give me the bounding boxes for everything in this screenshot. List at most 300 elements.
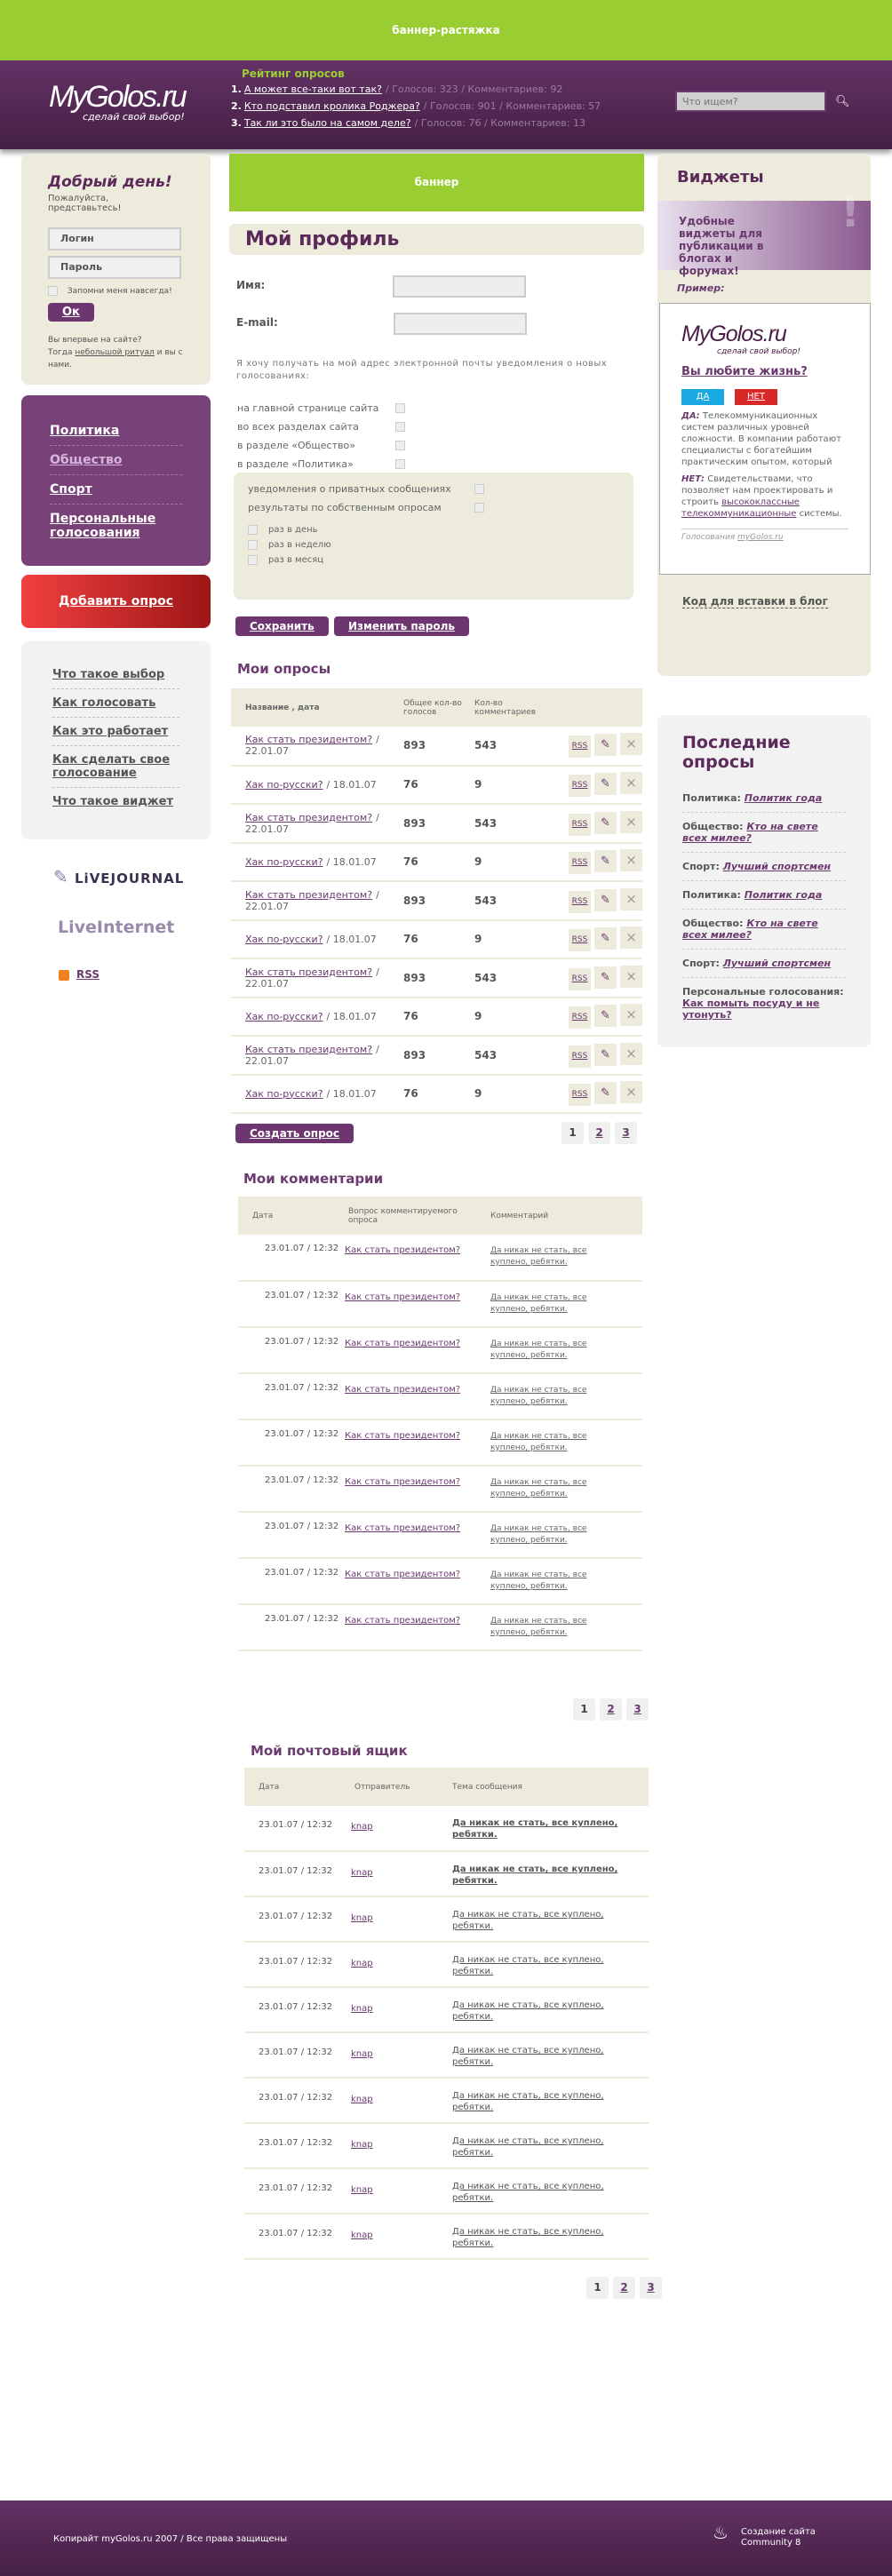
search-input[interactable]: [675, 91, 826, 112]
mail-sender-link[interactable]: knap: [351, 1913, 373, 1923]
edit-icon[interactable]: ✎: [594, 927, 617, 950]
rss-link[interactable]: RSS: [76, 968, 100, 981]
option-label: в разделе «Общество»: [237, 440, 355, 451]
poll-link[interactable]: Хак по-русски?: [245, 855, 323, 868]
poll-link[interactable]: Как стать президентом?: [245, 966, 373, 978]
last-poll-category: Спорт:: [682, 861, 720, 872]
comment-poll-cell: [345, 1604, 487, 1650]
yes-text: Телекоммуникационных систем различных уровней сложности. В компании работают специалисты с богатейшим практическим опытом, который: [681, 411, 841, 467]
category-society[interactable]: Общество: [50, 446, 182, 475]
mail-subject-link[interactable]: Да никак не стать, все куплено, ребятки.: [452, 2091, 604, 2112]
table-row: [238, 1235, 642, 1281]
edit-icon[interactable]: ✎: [594, 734, 617, 756]
option-label: результаты по собственным опросам: [248, 502, 442, 513]
comment-poll-cell: [345, 1466, 487, 1512]
mail-date: 23.01.07 / 12:32: [244, 1942, 351, 1987]
no-button[interactable]: НЕТ: [735, 389, 777, 405]
last-poll-item: [682, 784, 846, 813]
table-row: [244, 2032, 649, 2078]
comment-poll-link[interactable]: Как стать президентом?: [345, 1339, 461, 1348]
poll-votes: 893: [400, 804, 471, 843]
page-title: Мой профиль: [229, 224, 644, 255]
widget-example: [659, 303, 871, 575]
add-poll-link[interactable]: Добавить опрос: [58, 594, 174, 608]
table-row: [231, 920, 642, 959]
name-input[interactable]: [393, 275, 526, 298]
maker-line-2: Community 8: [741, 2538, 801, 2548]
rating-link[interactable]: Так ли это было на самом деле?: [243, 117, 411, 129]
rss-button[interactable]: RSS: [569, 735, 591, 758]
last-poll-item: [682, 950, 846, 978]
last-poll-link[interactable]: Лучший спортсмен: [722, 861, 832, 872]
poll-comments: 9: [471, 766, 558, 805]
top-banner[interactable]: баннер-растяжка: [0, 0, 892, 60]
edit-icon[interactable]: ✎: [594, 1044, 617, 1066]
comment-poll-link[interactable]: Как стать президентом?: [345, 1616, 461, 1626]
comment-link[interactable]: Да никак не стать, все куплено, ребятки.: [490, 1617, 587, 1637]
col-date: Дата: [252, 1211, 274, 1220]
comment-date: 23.01.07 / 12:32: [238, 1419, 345, 1466]
last-poll-link[interactable]: Кто на свете всех милее?: [682, 918, 818, 941]
search: [675, 91, 850, 112]
mail-sender-cell: [351, 1851, 449, 1896]
poll-date: / 18.01.07: [326, 778, 377, 791]
delete-icon[interactable]: ×: [620, 811, 642, 833]
poll-link[interactable]: Хак по-русски?: [245, 1087, 323, 1100]
table-row: [238, 1558, 642, 1604]
ritual-link[interactable]: небольшой ритуал: [75, 348, 155, 357]
mail-subject-link[interactable]: Да никак не стать, все куплено, ребятки.: [452, 2046, 604, 2067]
last-poll-item: [682, 813, 846, 853]
add-poll-button[interactable]: [21, 575, 211, 628]
mail-subject-cell: [449, 1806, 649, 1851]
poll-link[interactable]: Как стать президентом?: [245, 1043, 373, 1055]
poll-date: / 18.01.07: [326, 855, 377, 868]
my-polls-title: Мои опросы: [237, 661, 331, 677]
password-input[interactable]: Пароль: [48, 256, 181, 279]
mail-sender-link[interactable]: knap: [351, 2230, 373, 2240]
embed-code-link[interactable]: Код для вставки в блог: [682, 595, 828, 608]
edit-icon[interactable]: ✎: [594, 1005, 617, 1027]
table-row: [238, 1327, 642, 1373]
poll-link[interactable]: Как стать президентом?: [245, 811, 373, 823]
mailbox-pagination: [586, 2277, 662, 2299]
mail-date: 23.01.07 / 12:32: [244, 2214, 351, 2259]
comment-poll-link[interactable]: Как стать президентом?: [345, 1245, 461, 1255]
table-row: [231, 958, 642, 998]
change-password-button[interactable]: Изменить пароль: [334, 616, 469, 636]
frequency-checkbox[interactable]: [248, 555, 258, 565]
poll-comments: 543: [471, 727, 558, 766]
mail-sender-link[interactable]: knap: [351, 2185, 373, 2195]
category-menu: [21, 395, 211, 566]
frequency-checkbox[interactable]: [248, 525, 258, 535]
poll-votes: 76: [400, 998, 471, 1037]
page-button[interactable]: 2: [600, 1698, 622, 1721]
comment-link[interactable]: Да никак не стать, все куплено, ребятки.: [490, 1432, 587, 1452]
category-sport[interactable]: Спорт: [50, 475, 182, 505]
table-row: [238, 1512, 642, 1558]
page-button[interactable]: 1: [573, 1698, 595, 1721]
poll-comments: 9: [471, 998, 558, 1037]
delete-icon[interactable]: ×: [620, 926, 642, 949]
rating-number: 1.: [231, 83, 242, 95]
last-poll-category: Спорт:: [682, 958, 720, 969]
help-link[interactable]: Как голосовать: [52, 689, 179, 718]
comment-poll-cell: [345, 1281, 487, 1327]
comment-poll-cell: [345, 1327, 487, 1373]
col-date: Дата: [259, 1782, 280, 1792]
col-comments: Кол-во комментариев: [474, 698, 537, 717]
mail-sender-link[interactable]: knap: [351, 1959, 373, 1968]
rss-button[interactable]: RSS: [569, 929, 591, 951]
comment-poll-cell: [345, 1558, 487, 1604]
poll-date: / 22.01.07: [245, 811, 379, 835]
col-subject: Тема сообщения: [452, 1782, 522, 1792]
comment-date: 23.01.07 / 12:32: [238, 1235, 345, 1281]
email-input[interactable]: [394, 313, 527, 335]
delete-icon[interactable]: ×: [620, 888, 642, 910]
poll-actions: [558, 1036, 642, 1075]
comment-date: 23.01.07 / 12:32: [238, 1466, 345, 1512]
delete-icon[interactable]: ×: [620, 1043, 642, 1065]
rss-button[interactable]: RSS: [569, 852, 591, 874]
mail-sender-cell: [351, 1806, 449, 1851]
mail-subject-link[interactable]: Да никак не стать, все куплено, ребятки.: [452, 2136, 604, 2158]
mail-date: 23.01.07 / 12:32: [244, 2078, 351, 2123]
comment-date: 23.01.07 / 12:32: [238, 1327, 345, 1373]
comment-poll-link[interactable]: Как стать президентом?: [345, 1477, 461, 1487]
mail-sender-link[interactable]: knap: [351, 1868, 373, 1878]
option-checkbox[interactable]: [395, 422, 405, 432]
mail-sender-link[interactable]: knap: [351, 2049, 373, 2059]
poll-actions: [558, 727, 642, 766]
delete-icon[interactable]: ×: [620, 849, 642, 871]
no-link[interactable]: высококлассные телекоммуникационные: [681, 497, 800, 519]
edit-icon[interactable]: ✎: [594, 812, 617, 834]
comment-date: 23.01.07 / 12:32: [238, 1373, 345, 1419]
mail-subject-cell: [449, 1987, 649, 2032]
rss-button[interactable]: RSS: [569, 891, 591, 913]
search-icon[interactable]: 🔍︎: [835, 94, 850, 108]
rating-link[interactable]: Кто подставил кролика Роджера?: [243, 100, 420, 112]
table-row: [231, 998, 642, 1037]
rss-button[interactable]: RSS: [569, 1084, 591, 1106]
last-poll-link[interactable]: Как помыть посуду и не утонуть?: [682, 998, 820, 1021]
page-button[interactable]: 2: [588, 1122, 610, 1144]
widget-question[interactable]: Вы любите жизнь?: [681, 365, 808, 378]
option-checkbox[interactable]: [395, 403, 405, 413]
comment-poll-cell: [345, 1419, 487, 1466]
rating-title: Рейтинг опросов: [242, 68, 345, 80]
mail-sender-cell: [351, 1942, 449, 1987]
option-checkbox[interactable]: [474, 484, 484, 494]
option-checkbox[interactable]: [474, 503, 484, 513]
edit-icon[interactable]: ✎: [594, 889, 617, 911]
poll-votes: 76: [400, 843, 471, 882]
help-link[interactable]: Что такое виджет: [52, 795, 174, 808]
create-poll-button[interactable]: Создать опрос: [235, 1124, 354, 1143]
comment-poll-link[interactable]: Как стать президентом?: [345, 1431, 461, 1441]
rating-number: 3.: [231, 117, 242, 129]
logo-slogan: сделай свой выбор!: [83, 111, 185, 123]
help-link[interactable]: Как это работает: [52, 718, 179, 746]
option-label: на главной странице сайта: [237, 402, 379, 414]
mail-date: 23.01.07 / 12:32: [244, 2032, 351, 2078]
poll-votes: 76: [400, 766, 471, 805]
mailbox-table: [244, 1768, 649, 2260]
poll-cell: [231, 1036, 400, 1075]
comment-text-cell: [487, 1235, 642, 1281]
table-row: [231, 1075, 642, 1114]
poll-link[interactable]: Хак по-русски?: [245, 933, 323, 945]
poll-comments: 543: [471, 804, 558, 843]
page-button[interactable]: 3: [615, 1122, 637, 1144]
livejournal-logo[interactable]: [53, 866, 184, 887]
page-button[interactable]: 2: [613, 2277, 635, 2299]
rss-link-box[interactable]: [59, 968, 100, 981]
save-button[interactable]: Сохранить: [235, 616, 329, 636]
comment-link[interactable]: Да никак не стать, все куплено, ребятки.: [490, 1524, 587, 1545]
footer: [0, 2500, 892, 2576]
page-button[interactable]: 1: [586, 2277, 609, 2299]
rss-button[interactable]: RSS: [569, 1046, 591, 1068]
option-label: во всех разделах сайта: [237, 421, 359, 433]
mail-sender-link[interactable]: knap: [351, 2095, 373, 2104]
polls-table: [231, 688, 642, 1114]
login-subtitle: Пожалуйста, представьтесь!: [48, 194, 122, 213]
last-poll-link[interactable]: Политик года: [744, 792, 823, 804]
page-button[interactable]: 3: [640, 2277, 662, 2299]
yes-button[interactable]: ДА: [681, 389, 724, 405]
table-row: [238, 1373, 642, 1419]
table-row: [238, 1419, 642, 1466]
poll-actions: [558, 998, 642, 1037]
comment-link[interactable]: Да никак не стать, все куплено, ребятки.: [490, 1570, 587, 1591]
comment-poll-link[interactable]: Как стать президентом?: [345, 1523, 461, 1533]
help-link[interactable]: Как сделать свое голосование: [52, 746, 179, 788]
frequency-checkbox[interactable]: [248, 540, 258, 550]
notify-option: [248, 498, 619, 517]
comment-link[interactable]: Да никак не стать, все куплено, ребятки.: [490, 1293, 587, 1314]
option-checkbox[interactable]: [395, 459, 405, 469]
comment-text-cell: [487, 1419, 642, 1466]
mail-subject-cell: [449, 2032, 649, 2078]
ok-button[interactable]: Ок: [48, 303, 94, 322]
poll-date: / 18.01.07: [326, 1010, 377, 1022]
mail-date: 23.01.07 / 12:32: [244, 2168, 351, 2214]
mail-sender-cell: [351, 2078, 449, 2123]
rss-button[interactable]: RSS: [569, 775, 591, 797]
mail-subject-link[interactable]: Да никак не стать, все куплено, ребятки.: [452, 1864, 618, 1886]
comment-text-cell: [487, 1327, 642, 1373]
poll-date: / 22.01.07: [245, 734, 379, 758]
table-row: [244, 1987, 649, 2032]
last-polls-title: Последние опросы: [682, 733, 791, 772]
remember-checkbox[interactable]: [48, 286, 58, 296]
comment-date: 23.01.07 / 12:32: [238, 1558, 345, 1604]
last-polls: [657, 715, 871, 1047]
widgets-promo[interactable]: [657, 187, 871, 277]
mail-subject-link[interactable]: Да никак не стать, все куплено, ребятки.: [452, 1955, 604, 1976]
mail-subject-cell: [449, 2214, 649, 2259]
comment-text-cell: [487, 1373, 642, 1419]
mail-subject-link[interactable]: Да никак не стать, все куплено, ребятки.: [452, 1910, 604, 1931]
poll-comments: 543: [471, 881, 558, 920]
comment-date: 23.01.07 / 12:32: [238, 1281, 345, 1327]
table-row: [244, 1806, 649, 1851]
option-label: уведомления о приватных сообщениях: [248, 483, 451, 495]
table-row: [231, 843, 642, 882]
poll-date: / 22.01.07: [245, 966, 379, 990]
last-poll-link[interactable]: Лучший спортсмен: [722, 958, 832, 969]
comments-table: [238, 1197, 642, 1651]
comment-link[interactable]: Да никак не стать, все куплено, ребятки.: [490, 1478, 587, 1499]
poll-votes: 893: [400, 1036, 471, 1075]
poll-link[interactable]: Как стать президентом?: [245, 888, 373, 901]
comment-text-cell: [487, 1281, 642, 1327]
delete-icon[interactable]: ×: [620, 772, 642, 794]
poll-comments: 9: [471, 843, 558, 882]
poll-cell: [231, 958, 400, 998]
table-row: [244, 2123, 649, 2168]
exclamation-icon: !: [840, 187, 860, 237]
mail-subject-cell: [449, 2168, 649, 2214]
comment-poll-link[interactable]: Как стать президентом?: [345, 1385, 461, 1395]
edit-icon[interactable]: ✎: [594, 1082, 617, 1104]
widget-footer-link[interactable]: myGolos.ru: [737, 533, 784, 542]
liveinternet-logo[interactable]: LiveInternet: [58, 918, 175, 937]
table-row: [231, 881, 642, 920]
poll-link[interactable]: Как стать президентом?: [245, 734, 373, 746]
poll-cell: [231, 727, 400, 766]
mail-subject-link[interactable]: Да никак не стать, все куплено, ребятки.: [452, 1818, 618, 1840]
mail-sender-cell: [351, 2168, 449, 2214]
mail-subject-link[interactable]: Да никак не стать, все куплено, ребятки.: [452, 2182, 604, 2203]
comment-link[interactable]: Да никак не стать, все куплено, ребятки.: [490, 1386, 587, 1406]
example-label: Пример:: [677, 282, 725, 294]
option-checkbox[interactable]: [395, 441, 405, 450]
poll-comments: 9: [471, 1075, 558, 1114]
mail-sender-link[interactable]: knap: [351, 2140, 373, 2150]
login-title: Добрый день!: [48, 173, 172, 191]
comment-poll-link[interactable]: Как стать президентом?: [345, 1292, 461, 1302]
frequency-label: раз в неделю: [268, 540, 331, 550]
frequency-option: [248, 522, 619, 537]
comment-link[interactable]: Да никак не стать, все куплено, ребятки.: [490, 1246, 587, 1267]
table-row: [244, 2078, 649, 2123]
mail-sender-link[interactable]: knap: [351, 1822, 373, 1832]
copyright: Копирайт myGolos.ru 2007 / Все права защищены: [53, 2534, 288, 2544]
comment-date: 23.01.07 / 12:32: [238, 1604, 345, 1650]
help-menu: [21, 641, 211, 839]
comment-text-cell: [487, 1604, 642, 1650]
poll-link[interactable]: Хак по-русски?: [245, 1010, 323, 1022]
last-poll-link[interactable]: Кто на свете всех милее?: [682, 821, 818, 844]
col-sender: Отправитель: [354, 1782, 410, 1792]
poll-cell: [231, 1075, 400, 1114]
delete-icon[interactable]: ×: [620, 1004, 642, 1026]
poll-actions: [558, 958, 642, 998]
mail-sender-cell: [351, 2214, 449, 2259]
widget-slogan: сделай свой выбор!: [717, 347, 800, 356]
mail-date: 23.01.07 / 12:32: [244, 1896, 351, 1942]
poll-actions: [558, 804, 642, 843]
edit-icon[interactable]: ✎: [594, 850, 617, 872]
no-text: Свидетельствами, что позволяет нам проектировать и строить: [681, 474, 833, 507]
widget-logo: MyGolos.ru: [681, 322, 786, 346]
rss-button[interactable]: RSS: [569, 968, 591, 990]
community8-logo-icon[interactable]: ♨: [713, 2522, 729, 2543]
delete-icon[interactable]: ×: [620, 966, 642, 988]
comment-date: 23.01.07 / 12:32: [238, 1512, 345, 1558]
category-politics[interactable]: Политика: [50, 417, 182, 446]
rating-item: [231, 83, 601, 95]
rating-stats: / Голосов: 76 / Комментариев: 13: [414, 117, 585, 129]
remember-label: Запомни меня навсегда!: [67, 287, 172, 296]
last-poll-item: [682, 910, 846, 950]
rating-number: 2.: [231, 100, 242, 112]
mail-date: 23.01.07 / 12:32: [244, 2123, 351, 2168]
comment-poll-cell: [345, 1512, 487, 1558]
widgets-box: [657, 154, 871, 676]
rss-button[interactable]: RSS: [569, 814, 591, 836]
poll-votes: 893: [400, 727, 471, 766]
mail-subject-link[interactable]: Да никак не стать, все куплено, ребятки.: [452, 2227, 604, 2248]
mail-date: 23.01.07 / 12:32: [244, 1806, 351, 1851]
delete-icon[interactable]: ×: [620, 733, 642, 755]
category-personal[interactable]: Персональные голосования: [50, 512, 156, 540]
table-row: [238, 1466, 642, 1512]
poll-actions: [558, 920, 642, 959]
mail-date: 23.01.07 / 12:32: [244, 1851, 351, 1896]
login-input[interactable]: Логин: [48, 227, 181, 250]
banner[interactable]: баннер: [229, 154, 644, 211]
edit-icon[interactable]: ✎: [594, 773, 617, 795]
logo[interactable]: [49, 80, 186, 123]
option-label: в разделе «Политика»: [237, 458, 354, 470]
page-button[interactable]: 1: [561, 1122, 584, 1144]
col-votes: Общее кол-во голосов: [403, 698, 462, 717]
poll-comments: 543: [471, 1036, 558, 1075]
last-poll-category: Персональные голосования:: [682, 986, 844, 998]
new-text-3: и вы с нами.: [48, 348, 183, 370]
mail-sender-link[interactable]: knap: [351, 2004, 373, 2014]
name-label: Имя:: [236, 279, 266, 291]
poll-votes: 893: [400, 881, 471, 920]
rating-stats: / Голосов: 323 / Комментариев: 92: [385, 83, 563, 95]
frequency-label: раз в день: [268, 525, 318, 535]
comment-poll-link[interactable]: Как стать президентом?: [345, 1570, 461, 1579]
site-maker[interactable]: [741, 2527, 816, 2548]
comment-link[interactable]: Да никак не стать, все куплено, ребятки.: [490, 1340, 587, 1360]
table-row: [244, 1942, 649, 1987]
edit-icon[interactable]: ✎: [594, 966, 617, 989]
help-link[interactable]: Что такое выбор: [52, 661, 179, 689]
mail-sender-cell: [351, 1987, 449, 2032]
mail-date: 23.01.07 / 12:32: [244, 1987, 351, 2032]
rss-button[interactable]: RSS: [569, 1006, 591, 1029]
last-poll-link[interactable]: Политик года: [744, 889, 823, 901]
poll-date: / 18.01.07: [326, 1087, 377, 1100]
page-button[interactable]: 3: [626, 1698, 649, 1721]
poll-link[interactable]: Хак по-русски?: [245, 778, 323, 791]
delete-icon[interactable]: ×: [620, 1081, 642, 1103]
frequency-label: раз в месяц: [268, 555, 324, 565]
rating-link[interactable]: А может все-таки вот так?: [243, 83, 382, 95]
poll-cell: [231, 804, 400, 843]
mail-subject-link[interactable]: Да никак не стать, все куплено, ребятки.: [452, 2000, 604, 2022]
